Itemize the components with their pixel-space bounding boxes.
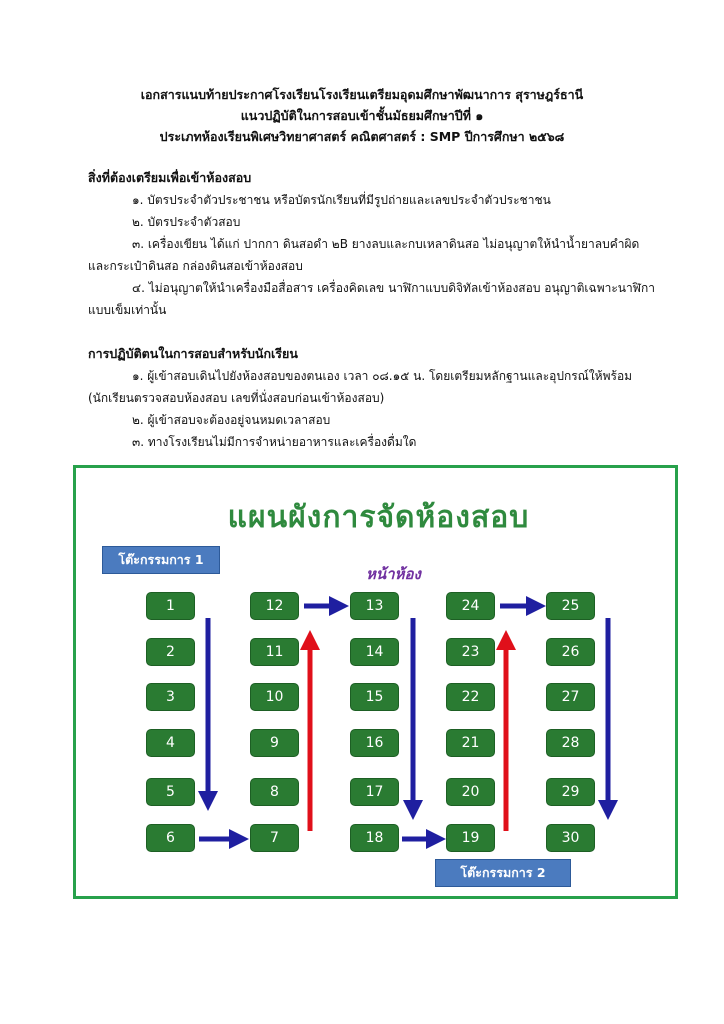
prepare-item-4-cont: แบบเข็มเท่านั้น xyxy=(88,303,167,317)
seat-13: 13 xyxy=(350,592,399,620)
seat-6: 6 xyxy=(146,824,195,852)
header-line-1: เอกสารแนบท้ายประกาศโรงเรียนโรงเรียนเตรียมอุดมศึกษาพัฒนาการ สุราษฎร์ธานี xyxy=(140,87,584,102)
seat-27: 27 xyxy=(546,683,595,711)
seat-16: 16 xyxy=(350,729,399,757)
prepare-item-4: ๔. ไม่อนุญาตให้นำเครื่องมือสื่อสาร เครื่องคิดเลข นาฬิกาแบบดิจิทัลเข้าห้องสอบ อนุญาติเฉพาะนาฬิกา xyxy=(132,281,655,295)
prepare-title: สิ่งที่ต้องเตรียมเพื่อเข้าห้องสอบ xyxy=(88,170,252,185)
seat-15: 15 xyxy=(350,683,399,711)
conduct-item-3: ๓. ทางโรงเรียนไม่มีการจำหน่ายอาหารและเครื่องดื่มใด xyxy=(132,435,417,449)
committee-desk-1: โต๊ะกรรมการ 1 xyxy=(102,546,220,574)
seat-17: 17 xyxy=(350,778,399,806)
front-of-room-label: หน้าห้อง xyxy=(366,565,421,583)
seat-26: 26 xyxy=(546,638,595,666)
conduct-list xyxy=(88,365,666,453)
conduct-item-2: ๒. ผู้เข้าสอบจะต้องอยู่จนหมดเวลาสอบ xyxy=(132,413,331,427)
seat-4: 4 xyxy=(146,729,195,757)
seat-14: 14 xyxy=(350,638,399,666)
seat-12: 12 xyxy=(250,592,299,620)
prepare-item-3-cont: และกระเป๋าดินสอ กล่องดินสอเข้าห้องสอบ xyxy=(88,259,303,273)
conduct-item-1-cont: (นักเรียนตรวจสอบห้องสอบ เลขที่นั่งสอบก่อนเข้าห้องสอบ) xyxy=(88,391,385,405)
document-header xyxy=(0,84,724,147)
header-line-3: ประเภทห้องเรียนพิเศษวิทยาศาสตร์ คณิตศาสตร์ : SMP ปีการศึกษา ๒๕๖๘ xyxy=(159,129,565,144)
seat-10: 10 xyxy=(250,683,299,711)
seat-3: 3 xyxy=(146,683,195,711)
conduct-title: การปฏิบัติตนในการสอบสำหรับนักเรียน xyxy=(88,346,298,361)
prepare-item-1: ๑. บัตรประจำตัวประชาชน หรือบัตรนักเรียนที่มีรูปถ่ายและเลขประจำตัวประชาชน xyxy=(132,193,551,207)
seat-25: 25 xyxy=(546,592,595,620)
seat-11: 11 xyxy=(250,638,299,666)
committee-desk-2: โต๊ะกรรมการ 2 xyxy=(435,859,571,887)
seat-2: 2 xyxy=(146,638,195,666)
seat-20: 20 xyxy=(446,778,495,806)
seat-18: 18 xyxy=(350,824,399,852)
prepare-item-3: ๓. เครื่องเขียน ได้แก่ ปากกา ดินสอดำ ๒B ยางลบและกบเหลาดินสอ ไม่อนุญาตให้นำน้ำยาลบคำผิด xyxy=(132,237,640,251)
seat-5: 5 xyxy=(146,778,195,806)
seat-22: 22 xyxy=(446,683,495,711)
seat-19: 19 xyxy=(446,824,495,852)
seat-30: 30 xyxy=(546,824,595,852)
seat-21: 21 xyxy=(446,729,495,757)
header-line-2: แนวปฏิบัติในการสอบเข้าชั้นมัธยมศึกษาปีที่ ๑ xyxy=(240,108,484,123)
seat-plan-diagram xyxy=(73,465,678,899)
seat-plan-title: แผนผังการจัดห้องสอบ xyxy=(227,500,530,535)
seat-24: 24 xyxy=(446,592,495,620)
seat-23: 23 xyxy=(446,638,495,666)
seat-9: 9 xyxy=(250,729,299,757)
seat-8: 8 xyxy=(250,778,299,806)
seat-28: 28 xyxy=(546,729,595,757)
prepare-item-2: ๒. บัตรประจำตัวสอบ xyxy=(132,215,241,229)
prepare-list xyxy=(88,189,666,321)
seat-29: 29 xyxy=(546,778,595,806)
seat-7: 7 xyxy=(250,824,299,852)
seat-1: 1 xyxy=(146,592,195,620)
conduct-item-1: ๑. ผู้เข้าสอบเดินไปยังห้องสอบของตนเอง เวลา ๐๘.๑๕ น. โดยเตรียมหลักฐานและอุปกรณ์ให้พร้อม xyxy=(132,369,633,383)
